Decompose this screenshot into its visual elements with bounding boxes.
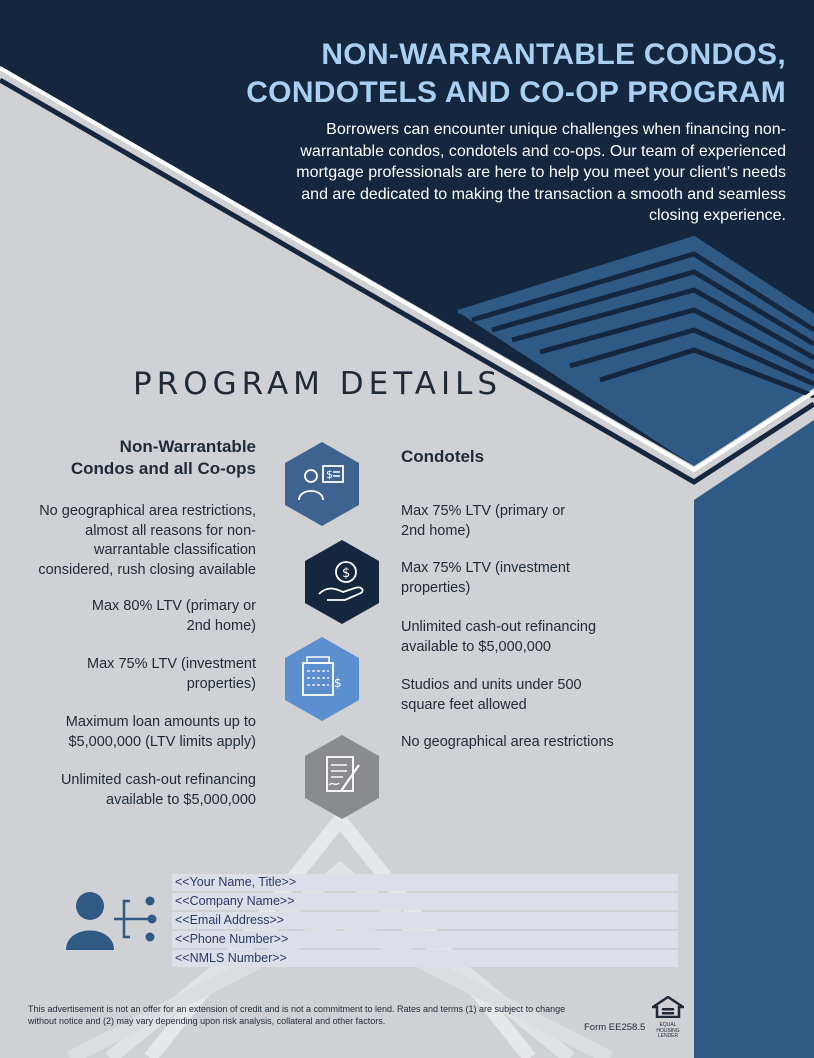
left-item-2: Max 80% LTV (primary or 2nd home) xyxy=(91,598,256,634)
svg-text:$: $ xyxy=(326,468,333,481)
equal-housing-lender-logo xyxy=(650,996,686,1040)
intro-paragraph: Borrowers can encounter unique challenges when financing non-warrantable condos, condotels and co-ops. Our team of experienced mortgage professionals are here to help you meet your client’s needs and are dedicated to making the transaction a smooth and seamless closing experience. xyxy=(296,121,786,224)
contact-name-field[interactable]: <<Your Name, Title>> xyxy=(172,874,678,891)
contact-person-icon xyxy=(64,884,160,954)
contact-nmls-field[interactable]: <<NMLS Number>> xyxy=(172,950,678,967)
svg-text:$: $ xyxy=(334,676,342,690)
right-item-5: No geographical area restrictions xyxy=(401,734,614,750)
equal-housing-lender-icon xyxy=(652,996,684,1018)
form-id: Form EE258.5 xyxy=(584,1022,646,1033)
left-item-3: Max 75% LTV (investment properties) xyxy=(87,656,256,692)
left-item-1: No geographical area restrictions, almost all reasons for non-warrantable classification considered, rush closing available xyxy=(38,503,256,578)
left-item-5: Unlimited cash-out refinancing available to $5,000,000 xyxy=(60,772,256,808)
title-line-2: CONDOTELS AND CO-OP PROGRAM xyxy=(246,76,786,109)
eho-label: EQUAL HOUSING LENDER xyxy=(656,1022,680,1039)
contact-email-field[interactable]: <<Email Address>> xyxy=(172,912,678,929)
page-title xyxy=(146,36,786,112)
right-item-4: Studios and units under 500 square feet allowed xyxy=(401,677,582,713)
right-column-heading: Condotels xyxy=(401,447,485,466)
right-item-3: Unlimited cash-out refinancing available to $5,000,000 xyxy=(401,619,597,655)
title-line-1: NON-WARRANTABLE CONDOS, xyxy=(321,38,786,71)
left-item-4: Maximum loan amounts up to $5,000,000 (LTV limits apply) xyxy=(65,714,256,750)
right-item-1: Max 75% LTV (primary or 2nd home) xyxy=(401,503,566,539)
svg-text:$: $ xyxy=(342,566,351,581)
building-icon xyxy=(285,637,359,721)
left-heading-line-1: Non-Warrantable xyxy=(119,437,256,456)
advisor-icon xyxy=(285,442,359,526)
right-item-2: Max 75% LTV (investment properties) xyxy=(401,560,570,596)
disclaimer-text: This advertisement is not an offer for an extension of credit and is not a commitment to lend. Rates and terms (1) are subject to change without notice and (2) may vary depending upon risk analysis, collateral and other factors. xyxy=(28,1004,566,1026)
document-sign-icon xyxy=(305,735,379,819)
left-heading-line-2: Condos and all Co-ops xyxy=(70,459,256,478)
left-column-heading xyxy=(20,436,256,480)
contact-company-field[interactable]: <<Company Name>> xyxy=(172,893,678,910)
section-title: PROGRAM DETAILS xyxy=(133,366,503,402)
money-hand-icon xyxy=(305,540,379,624)
contact-phone-field[interactable]: <<Phone Number>> xyxy=(172,931,678,948)
